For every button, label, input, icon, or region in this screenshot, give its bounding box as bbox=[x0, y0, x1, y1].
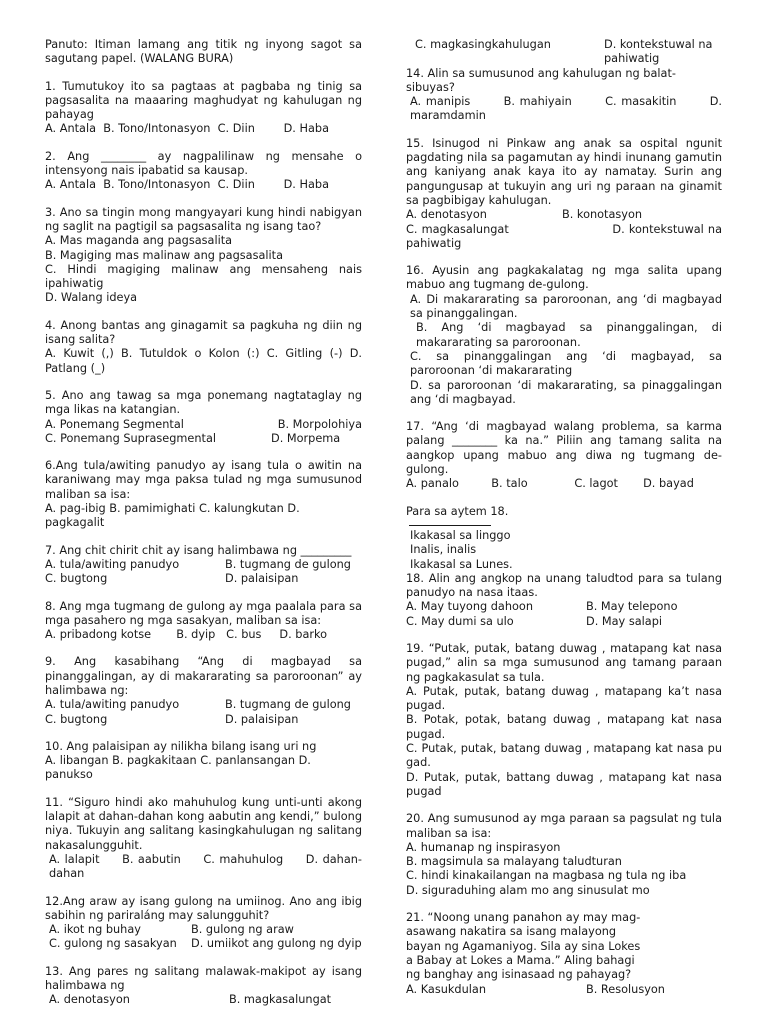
question-9-option-b: B. tugmang de gulong bbox=[225, 698, 351, 712]
question-15-option-d: D. kontekstuwal na pahiwatig bbox=[406, 222, 722, 250]
question-13-option-a: A. denotasyon bbox=[49, 993, 130, 1007]
question-8-option-a: A. pribadong kotse bbox=[45, 628, 152, 642]
question-15 bbox=[406, 137, 722, 251]
question-10-stem: 10. Ang palaisipan ay nilikha bilang isang uri ng bbox=[45, 739, 317, 753]
question-6 bbox=[45, 459, 362, 530]
question-8-option-c: C. bus bbox=[226, 628, 262, 642]
question-14-option-c: C. masakitin bbox=[605, 95, 677, 109]
question-4-options: A. Kuwit (,) B. Tutuldok o Kolon (:) C. Gitling (-) D. Patlang (_) bbox=[45, 347, 362, 375]
question-14-option-b: B. mahiyain bbox=[503, 95, 572, 109]
question-18 bbox=[406, 505, 722, 629]
question-15-option-b: B. konotasyon bbox=[562, 208, 643, 222]
question-5-option-b: B. Morpolohiya bbox=[277, 417, 362, 431]
question-21-option-b: B. Resolusyon bbox=[586, 982, 665, 996]
question-15-stem: 15. Isinugod ni Pinkaw ang anak sa ospital ngunit pagdating nila sa pagamutan ay hindi inunang gamutin ang kaniyang anak kaya ito ay namatay. Surin ang pangungusap at tukuyin ang uri ng paraan na ginamit sa pagbibigay kahulugan. bbox=[406, 136, 722, 207]
question-19 bbox=[406, 642, 722, 799]
question-19-option-a: A. Putak, putak, batang duwag , matapang ka’t nasa pugad. bbox=[406, 684, 722, 713]
question-19-option-d: D. Putak, putak, battang duwag , matapang kat nasa pugad bbox=[406, 770, 722, 798]
question-20-option-a: A. humanap ng inspirasyon bbox=[406, 840, 561, 854]
question-21 bbox=[406, 911, 722, 997]
question-8-option-d: D. barko bbox=[279, 628, 328, 642]
question-1-option-b: B. Tono/Intonasyon bbox=[103, 122, 211, 136]
question-18-option-c: C. May dumi sa ulo bbox=[406, 614, 514, 628]
question-10 bbox=[45, 740, 362, 783]
question-12 bbox=[45, 895, 362, 952]
question-19-option-c: C. Putak, putak, batang duwag , matapang kat nasa pu gad. bbox=[406, 742, 722, 770]
question-3-stem: 3. Ano sa tingin mong mangyayari kung hindi nabigyan ng saglit na pagtigil sa pagsasalita ng isang tao? bbox=[45, 205, 362, 233]
question-8-option-b: B. dyip bbox=[176, 628, 216, 642]
question-2-stem: 2. Ang ________ ay nagpalilinaw ng mensahe o intensyong nais ipabatid sa kausap. bbox=[45, 149, 362, 178]
question-11-option-c: C. mahuhulog bbox=[203, 852, 284, 866]
question-17-option-d: D. bayad bbox=[643, 477, 694, 491]
poem-line-4: Ikakasal sa Lunes. bbox=[410, 557, 513, 571]
question-21-stem: 21. “Noong unang panahon ay may mag-asawang nakatira sa isang malayong bayan ng Agamaniyog. Sila ay sina Lokes a Babay at Lokes a Mama.” Aling bahagi ng banghay ang isinasaad ng pahayag? bbox=[406, 911, 641, 982]
question-20 bbox=[406, 812, 722, 898]
question-12-option-b: B. gulong ng araw bbox=[191, 923, 294, 937]
question-18-option-b: B. May telepono bbox=[586, 600, 678, 614]
question-16-stem: 16. Ayusin ang pagkakalatag ng mga salita upang mabuo ang tugmang de-gulong. bbox=[406, 264, 722, 292]
question-12-stem: 12.Ang araw ay isang gulong na umiinog. Ano ang ibig sabihin ng pariraláng may salungguhit? bbox=[45, 894, 362, 922]
question-13 bbox=[45, 965, 362, 1008]
question-12-option-a: A. ikot ng buhay bbox=[49, 923, 141, 937]
question-9-option-d: D. palaisipan bbox=[225, 712, 299, 726]
question-18-option-d: D. May salapi bbox=[586, 614, 663, 628]
question-5-option-c: C. Ponemang Suprasegmental bbox=[45, 431, 217, 445]
question-17 bbox=[406, 420, 722, 491]
question-12-option-d: D. umiikot ang gulong ng dyip bbox=[191, 937, 362, 951]
question-16-option-b: B. Ang ‘di magbayad sa pinanggalingan, di makararating sa paroroonan. bbox=[416, 321, 722, 349]
question-11-stem: 11. “Siguro hindi ako mahuhulog kung unti-unti akong lalapit at dahan-dahan kong aabutin ang kendi,” bulong niya. Tukuyin ang salitang kasingkahulugan ng salitang nakasalungguhit. bbox=[45, 795, 362, 852]
question-13-option-b: B. magkasalungat bbox=[229, 993, 332, 1007]
question-6-options: A. pag-ibig B. pamimighati C. kalungkutan D. pagkagalit bbox=[45, 502, 300, 530]
question-9-stem: 9. Ang kasabihang “Ang di magbayad sa pinanggalingan, ay di makararating sa paroroonan” ay halimbawa ng: bbox=[45, 655, 362, 697]
question-14 bbox=[406, 67, 722, 124]
question-19-stem: 19. “Putak, putak, batang duwag , matapang kat nasa pugad,” alin sa mga sumusunod ang tamang paraan ng pagkakasulat sa tula. bbox=[406, 641, 722, 684]
question-5 bbox=[45, 389, 362, 446]
question-11-option-d: D. dahan-dahan bbox=[49, 852, 362, 881]
left-column bbox=[45, 38, 362, 1008]
question-5-stem: 5. Ano ang tawag sa mga ponemang nagtataglay ng mga likas na katangian. bbox=[45, 388, 362, 417]
question-2-option-d: D. Haba bbox=[283, 178, 330, 192]
question-3-option-c: C. Hindi magiging malinaw ang mensaheng nais ipahiwatig bbox=[45, 262, 362, 291]
question-3 bbox=[45, 206, 362, 306]
question-12-option-c: C. gulong ng sasakyan bbox=[49, 937, 177, 951]
question-1-stem: 1. Tumutukoy ito sa pagtaas at pagbaba ng tinig sa pagsasalita na maaaring maghudyat ng kahulugan ng pahayag bbox=[45, 79, 362, 122]
question-16-option-c: C. sa pinanggalingan ang ‘di magbayad, sa paroroonan ‘di makararating bbox=[410, 349, 722, 378]
poem-blank-line bbox=[409, 525, 491, 526]
question-20-option-d: D. siguraduhing alam mo ang sinusulat mo bbox=[406, 883, 650, 897]
poem bbox=[406, 525, 722, 572]
question-3-option-b: B. Magiging mas malinaw ang pagsasalita bbox=[45, 248, 284, 262]
question-10-options: A. libangan B. pagkakitaan C. panlansangan D. panukso bbox=[45, 754, 311, 782]
question-8 bbox=[45, 600, 362, 643]
question-4-stem: 4. Anong bantas ang ginagamit sa pagkuha ng diin ng isang salita? bbox=[45, 318, 362, 347]
question-1-option-d: D. Haba bbox=[283, 122, 330, 136]
instructions: Panuto: Itiman lamang ang titik ng inyong sagot sa sagutang papel. (WALANG BURA) bbox=[45, 38, 362, 66]
question-3-option-a: A. Mas maganda ang pagsasalita bbox=[45, 234, 233, 248]
question-19-option-b: B. Potak, potak, batang duwag , matapang kat nasa pugad. bbox=[406, 713, 722, 741]
question-4 bbox=[45, 319, 362, 376]
question-5-option-d: D. Morpema bbox=[271, 431, 341, 445]
question-15-option-c: C. magkasalungat bbox=[406, 222, 509, 236]
question-7-option-b: B. tugmang de gulong bbox=[225, 557, 351, 571]
question-9-option-c: C. bugtong bbox=[45, 712, 108, 726]
question-14-stem: 14. Alin sa sumusunod ang kahulugan ng balat-sibuyas? bbox=[406, 66, 676, 94]
question-16-option-a: A. Di makararating sa paroroonan, ang ‘di magbayad sa pinanggalingan. bbox=[410, 292, 722, 321]
question-11 bbox=[45, 796, 362, 882]
question-20-stem: 20. Ang sumusunod ay mga paraan sa pagsulat ng tula maliban sa isa: bbox=[406, 812, 722, 840]
question-2-option-b: B. Tono/Intonasyon bbox=[103, 178, 211, 192]
question-20-option-c: C. hindi kinakailangan na magbasa ng tula ng iba bbox=[406, 869, 687, 883]
question-21-option-a: A. Kasukdulan bbox=[406, 982, 486, 996]
question-17-option-b: B. talo bbox=[491, 477, 528, 491]
question-13-continued bbox=[406, 38, 722, 67]
right-column bbox=[406, 38, 722, 997]
question-2 bbox=[45, 150, 362, 193]
question-7-option-d: D. palaisipan bbox=[225, 572, 299, 586]
question-1-option-a: A. Antala bbox=[45, 122, 97, 136]
question-15-option-a: A. denotasyon bbox=[406, 208, 487, 222]
question-16-option-d: D. sa paroroonan ‘di makararating, sa pinaggalingan ang ‘di magbayad. bbox=[410, 378, 722, 406]
question-16 bbox=[406, 264, 722, 407]
question-13-stem: 13. Ang pares ng salitang malawak-makipot ay isang halimbawa ng bbox=[45, 964, 362, 993]
question-20-option-b: B. magsimula sa malayang taludturan bbox=[406, 855, 622, 869]
question-9 bbox=[45, 655, 362, 726]
question-1 bbox=[45, 80, 362, 137]
question-14-option-d: D. maramdamin bbox=[410, 95, 722, 123]
question-11-option-b: B. aabutin bbox=[122, 852, 181, 866]
question-17-option-c: C. lagot bbox=[574, 477, 618, 491]
poem-line-2: Ikakasal sa linggo bbox=[410, 528, 511, 542]
poem-line-3: Inalis, inalis bbox=[410, 543, 477, 557]
question-8-stem: 8. Ang mga tugmang de gulong ay mga paalala para sa mga pasahero ng mga sasakyan, maliban sa isa: bbox=[45, 599, 362, 627]
question-17-stem: 17. “Ang ‘di magbayad walang problema, sa karma palang ________ ka na.” Piliin ang tamang salita na aangkop upang mabuo ang diwa ng tugmang de-gulong. bbox=[406, 420, 722, 477]
question-2-option-c: C. Diin bbox=[217, 178, 255, 192]
question-6-stem: 6.Ang tula/awiting panudyo ay isang tula o awitin na karaniwang may mga paksa tulad ng mga sumusunod maliban sa isa: bbox=[45, 459, 362, 501]
question-13-option-d: D. kontekstuwal na pahiwatig bbox=[604, 38, 713, 66]
question-18-intro: Para sa aytem 18. bbox=[406, 504, 509, 518]
question-1-option-c: C. Diin bbox=[217, 122, 255, 136]
question-9-option-a: A. tula/awiting panudyo bbox=[45, 698, 180, 712]
question-7-stem: 7. Ang chit chirit chit ay isang halimbawa ng _________ bbox=[45, 543, 352, 557]
question-7-option-a: A. tula/awiting panudyo bbox=[45, 557, 180, 571]
question-14-option-a: A. manipis bbox=[410, 95, 471, 109]
question-17-option-a: A. panalo bbox=[406, 477, 459, 491]
question-3-option-d: D. Walang ideya bbox=[45, 291, 138, 305]
question-2-option-a: A. Antala bbox=[45, 178, 97, 192]
question-18-option-a: A. May tuyong dahoon bbox=[406, 600, 534, 614]
question-7 bbox=[45, 544, 362, 587]
question-11-option-a: A. lalapit bbox=[49, 852, 100, 866]
question-18-stem: 18. Alin ang angkop na unang taludtod para sa tulang panudyo na nasa itaas. bbox=[406, 571, 722, 600]
question-13-option-c: C. magkasingkahulugan bbox=[415, 38, 551, 51]
question-5-option-a: A. Ponemang Segmental bbox=[45, 417, 184, 431]
question-7-option-c: C. bugtong bbox=[45, 572, 108, 586]
